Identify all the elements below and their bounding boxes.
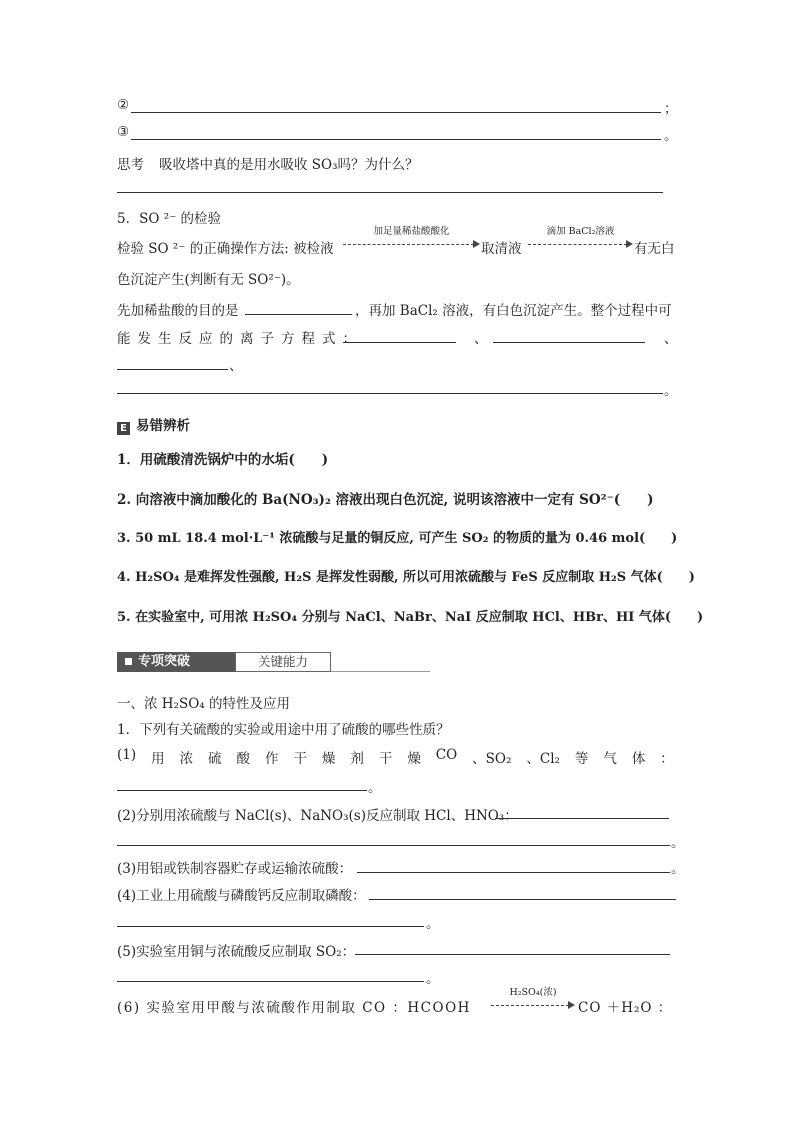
answer-blank[interactable] [493,342,645,343]
error-item: 4. H₂SO₄ 是难挥发性强酸, H₂S 是挥发性弱酸, 所以可用浓硫酸与 FeS 反应制取 H₂S 气体( ) [117,570,695,585]
answer-blank[interactable] [495,818,669,819]
arrow-condition: 加足量稀盐酸酸化 [373,226,450,237]
answer-blank[interactable] [117,981,424,982]
reaction-arrow [343,226,480,250]
question-text-token: 燥 [407,751,421,767]
separator: 、 [474,331,488,347]
arrow-condition: 滴加 BaCl₂溶液 [546,226,615,237]
item2-mark: ② [117,97,130,113]
banner-tab-label: 专项突破 [138,654,191,669]
square-icon [125,658,132,665]
method-text-end: 有无白 [634,241,675,257]
answer-blank[interactable] [117,369,228,370]
error-item: 1．用硫酸清洗锅炉中的水垢( ) [117,452,329,468]
question-text-token: 、SO₂ [472,751,512,767]
question-text-token: 干 [378,751,393,767]
answer-blank[interactable] [355,954,670,955]
question-1-2: (2)分别用浓硫酸与 NaCl(s)、NaNO₃(s)反应制取 HCl、HNO₃： [117,808,518,824]
question-1-1 [117,747,674,767]
reaction-arrow [491,987,575,1011]
equation-prompt: 能发生反应的离子方程式： [117,331,363,347]
question-text-token: ： [660,751,674,767]
answer-blank[interactable] [131,112,661,113]
answer-blank[interactable] [357,872,670,873]
question-text-token: 燥 [321,751,336,767]
question-text-token: (1) [117,747,137,763]
item3-mark: ③ [117,124,130,140]
purpose-text-end: ，再加 BaCl₂ 溶液，有白色沉淀产生。整个过程中可 [355,303,672,319]
answer-blank[interactable] [343,342,456,343]
question-text-token: 干 [293,751,307,767]
question-text-token: 等 [574,751,589,767]
question-text-token: 剂 [350,751,364,767]
question-text-token: 体 [631,751,646,767]
answer-blank[interactable] [369,899,676,900]
question-1-6-end: CO ＋H₂O ： [578,1000,673,1016]
question-text-token: 作 [264,751,279,767]
line-end: 。 [368,780,382,796]
line-end: 。 [671,861,685,877]
question-1-5: (5)实验室用铜与浓硫酸反应制取 SO₂： [117,944,356,960]
answer-blank[interactable] [245,314,352,315]
method-text: 检验 SO ²⁻ 的正确操作方法: 被检液 [117,241,334,257]
error-item: 2. 向溶液中滴加酸化的 Ba(NO₃)₂ 溶液出现白色沉淀, 说明该溶液中一定有 SO²⁻( ) [117,492,654,508]
question-text-token: 气 [603,751,617,767]
section-heading: 5．SO ²⁻ 的检验 [117,211,222,227]
arrow-condition: H₂SO₄(浓) [509,987,557,998]
item3-end: 。 [664,128,678,144]
banner-tab-key-ability: 关键能力 [235,652,331,672]
purpose-text: 先加稀盐酸的目的是 [117,303,239,319]
error-section-title [117,414,190,435]
separator: 、 [229,358,243,374]
answer-blank[interactable] [117,192,663,193]
answer-blank[interactable] [117,845,670,846]
practice-section-title: 一、浓 H₂SO₄ 的特性及应用 [117,696,290,712]
banner-tab-special [117,652,235,672]
question-1-4: (4)工业上用硫酸与磷酸钙反应制取磷酸： [117,888,366,904]
question-1: 1．下列有关硫酸的实验或用途中用了硫酸的哪些性质？ [117,722,450,738]
question-text-token: 硫 [208,751,222,767]
question-text-token: CO [435,747,458,763]
question-1-6: (6) 实验室用甲酸与浓硫酸作用制取 CO ：HCOOH [117,1000,471,1016]
question-text-token: 浓 [179,751,194,767]
answer-blank[interactable] [131,139,661,140]
item2-end: ； [664,101,678,117]
error-item: 3. 50 mL 18.4 mol·L⁻¹ 浓硫酸与足量的铜反应, 可产生 SO₂ 的物质的量为 0.46 mol( ) [117,531,678,546]
method-text-2: 色沉淀产生(判断有无 SO²⁻)。 [117,272,300,288]
line-end: 。 [426,971,440,987]
method-text-mid: 取清液 [481,241,522,257]
section-title-text: 易错辨析 [136,418,190,434]
reaction-arrow [528,226,633,250]
line-end: 。 [671,835,685,851]
section-banner [117,648,430,674]
separator: 、 [664,331,678,347]
line-end: 。 [664,383,678,399]
think-question: 吸收塔中真的是用水吸收 SO₃吗？为什么？ [159,157,419,173]
question-1-3: (3)用铝或铁制容器贮存或运输浓硫酸： [117,861,353,877]
answer-blank[interactable] [117,393,663,394]
section-e-icon: E [117,422,130,435]
line-end: 。 [426,916,440,932]
question-text-token: 、Cl₂ [526,751,560,767]
answer-blank[interactable] [117,926,424,927]
error-item: 5. 在实验室中, 可用浓 H₂SO₄ 分别与 NaCl、NaBr、NaI 反应制取 HCl、HBr、HI 气体( ) [117,610,704,625]
question-text-token: 酸 [236,751,250,767]
think-label: 思考 [117,157,144,173]
answer-blank[interactable] [117,790,367,791]
question-text-token: 用 [151,751,165,767]
